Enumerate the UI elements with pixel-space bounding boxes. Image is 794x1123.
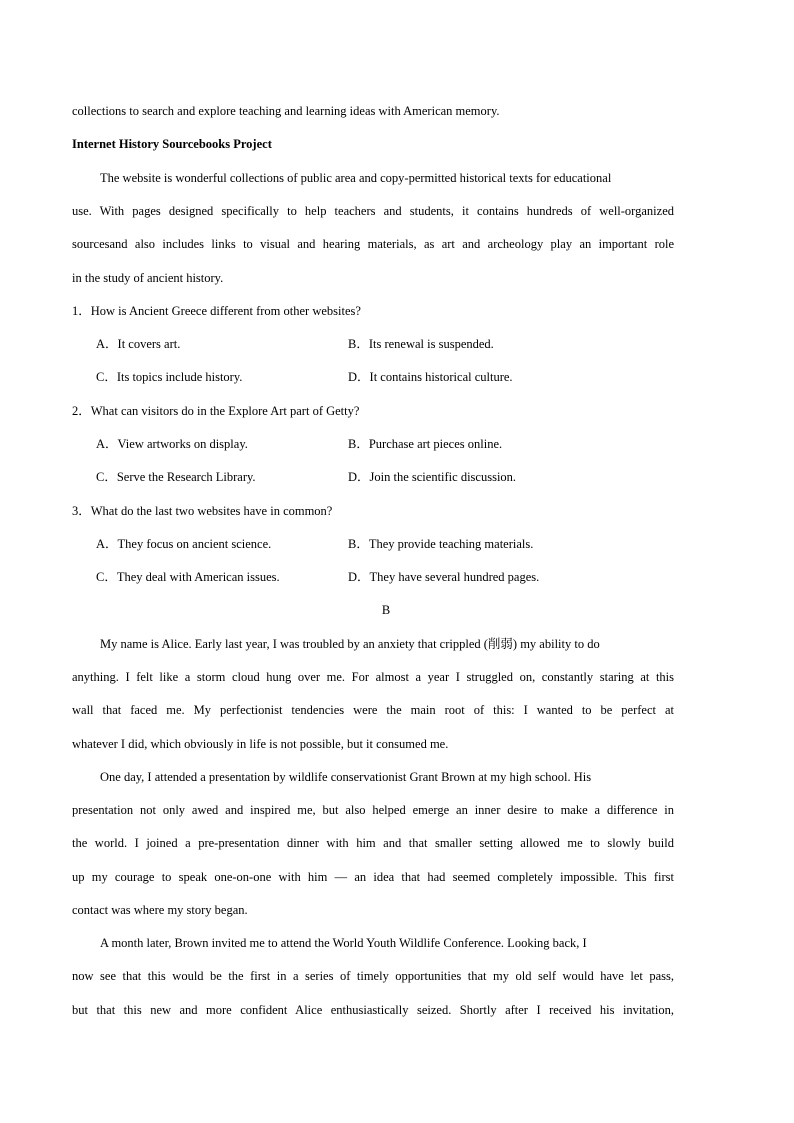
question-stem: 1．How is Ancient Greece different from other websites? bbox=[72, 304, 361, 318]
question-option: B．Purchase art pieces online. bbox=[348, 437, 503, 451]
question-option: D．Join the scientific discussion. bbox=[348, 470, 517, 484]
question-option: A．View artworks on display. bbox=[96, 437, 248, 451]
paragraph-line: the world. I joined a pre-presentation dinner with him and that smaller setting allowed me to slowly build bbox=[72, 836, 674, 850]
paragraph-line: in the study of ancient history. bbox=[72, 271, 224, 285]
paragraph-line: anything. I felt like a storm cloud hung over me. For almost a year I struggled on, constantly staring at this bbox=[72, 670, 674, 684]
question-option: C．Serve the Research Library. bbox=[96, 470, 256, 484]
paragraph-line: use. With pages designed specifically to help teachers and students, it contains hundreds of well-organized bbox=[72, 204, 674, 218]
paragraph-line: up my courage to speak one-on-one with him — an idea that had seemed completely impossible. This first bbox=[72, 870, 674, 884]
question-option: A．They focus on ancient science. bbox=[96, 537, 272, 551]
paragraph-line: but that this new and more confident Alice enthusiastically seized. Shortly after I received his invitation, bbox=[72, 1003, 674, 1017]
question-option: C．They deal with American issues. bbox=[96, 570, 280, 584]
question-option: D．They have several hundred pages. bbox=[348, 570, 540, 584]
paragraph-line: A month later, Brown invited me to attend the World Youth Wildlife Conference. Looking back, I bbox=[100, 936, 587, 950]
paragraph-line: My name is Alice. Early last year, I was troubled by an anxiety that crippled (削弱) my ability to do bbox=[100, 637, 600, 651]
question-option: A．It covers art. bbox=[96, 337, 181, 351]
paragraph-line: sourcesand also includes links to visual and hearing materials, as art and archeology play an important role bbox=[72, 237, 674, 251]
paragraph-line: One day, I attended a presentation by wildlife conservationist Grant Brown at my high school. His bbox=[100, 770, 592, 784]
passage-continuation-line: collections to search and explore teaching and learning ideas with American memory. bbox=[72, 104, 500, 118]
paragraph-line: now see that this would be the first in a series of timely opportunities that my old self would have let pass, bbox=[72, 969, 674, 983]
paragraph-line: contact was where my story began. bbox=[72, 903, 248, 917]
section-heading: Internet History Sourcebooks Project bbox=[72, 137, 272, 151]
paragraph-line: wall that faced me. My perfectionist tendencies were the main root of this: I wanted to be perfect at bbox=[72, 703, 674, 717]
question-option: B．They provide teaching materials. bbox=[348, 537, 534, 551]
paragraph-line: The website is wonderful collections of public area and copy-permitted historical texts for educational bbox=[100, 171, 612, 185]
question-option: C．Its topics include history. bbox=[96, 370, 243, 384]
question-option: D．It contains historical culture. bbox=[348, 370, 513, 384]
paragraph-line: whatever I did, which obviously in life is not possible, but it consumed me. bbox=[72, 737, 449, 751]
question-stem: 2．What can visitors do in the Explore Art part of Getty? bbox=[72, 404, 360, 418]
paragraph-line: presentation not only awed and inspired me, but also helped emerge an inner desire to make a difference in bbox=[72, 803, 674, 817]
question-stem: 3．What do the last two websites have in common? bbox=[72, 504, 333, 518]
section-label: B bbox=[381, 603, 391, 617]
question-option: B．Its renewal is suspended. bbox=[348, 337, 494, 351]
